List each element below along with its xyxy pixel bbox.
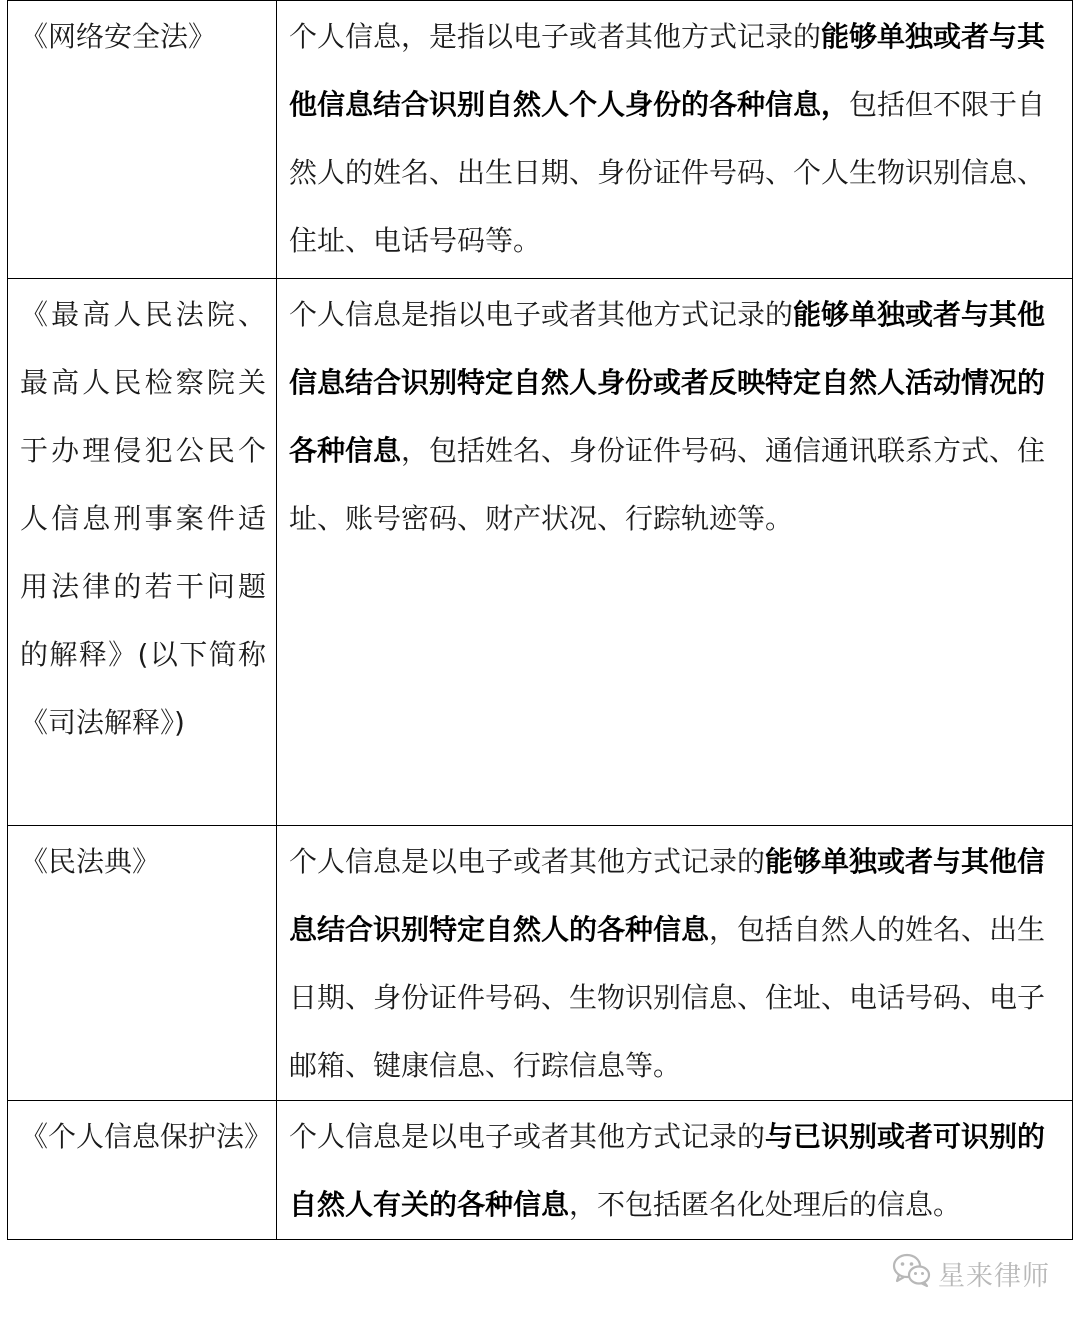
table-row [8,1,1073,279]
wechat-icon [892,1252,932,1295]
source-law-cell: 《最高人民法院、最高人民检察院关于办理侵犯公民个人信息刑事案件适用法律的若干问题的解释》(以下简称《司法解释》) [8,279,277,826]
definition-text: 个人信息是指以电子或者其他方式记录的 [289,298,794,331]
definition-key-phrase: 能够单独或者与其他信息结合识别特定自然人身份或者反映特定自然人活动情况的各种信息 [289,298,1046,467]
definition-cell [277,1,1073,279]
definition-text: ，包括自然人的姓名、出生日期、身份证件号码、生物识别信息、住址、电话号码、电子邮箱、键康信息、行踪信息等。 [289,913,1046,1082]
source-law-cell: 《个人信息保护法》 [8,1101,277,1240]
definition-key-phrase: 与已识别或者可识别的自然人有关的各种信息 [289,1120,1046,1221]
definition-text: ，包括姓名、身份证件号码、通信通讯联系方式、住址、账号密码、财产状况、行踪轨迹等。 [289,434,1046,535]
definition-text: 个人信息是以电子或者其他方式记录的 [289,845,766,878]
definition-text: 包括但不限于自然人的姓名、出生日期、身份证件号码、个人生物识别信息、住址、电话号码等。 [289,88,1046,257]
watermark-text: 星来律师 [938,1261,1050,1292]
definition-key-phrase: 能够单独或者与其他信息结合识别自然人个人身份的各种信息， [289,20,1046,121]
table-row [8,1101,1073,1240]
law-comparison-table [7,0,1073,1240]
definition-key-phrase: 能够单独或者与其他信息结合识别特定自然人的各种信息 [289,845,1046,946]
definition-text: ，不包括匿名化处理后的信息。 [569,1188,962,1221]
table-row [8,826,1073,1101]
definition-cell [277,1101,1073,1240]
definition-text: 个人信息是以电子或者其他方式记录的 [289,1120,766,1153]
table-row [8,279,1073,826]
watermark [892,1252,1050,1295]
definition-cell [277,826,1073,1101]
definition-text: 个人信息，是指以电子或者其他方式记录的 [289,20,822,53]
source-law-cell: 《网络安全法》 [8,1,277,279]
definition-cell [277,279,1073,826]
source-law-cell: 《民法典》 [8,826,277,1101]
